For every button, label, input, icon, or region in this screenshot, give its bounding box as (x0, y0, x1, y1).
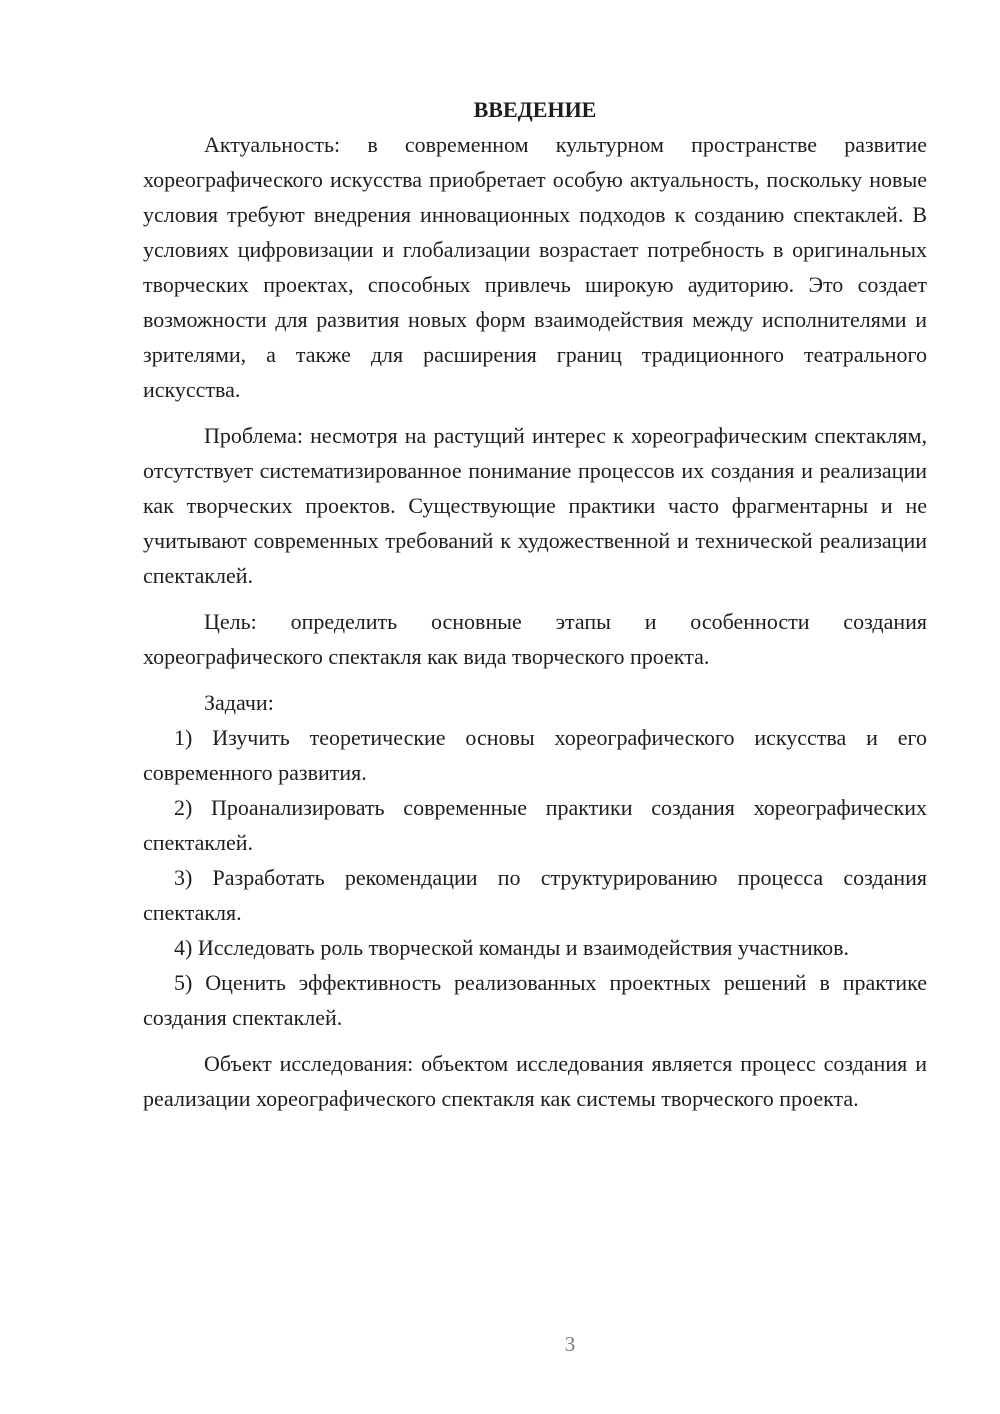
paragraph-object: Объект исследования: объектом исследования является процесс создания и реализации хореографического спектакля как системы творческого проекта. (143, 1051, 927, 1111)
section-heading: ВВЕДЕНИЕ (473, 97, 597, 122)
paragraph-goal: Цель: определить основные этапы и особенности создания хореографического спектакля как вида творческого проекта. (143, 609, 927, 669)
task-item-1: 1) Изучить теоретические основы хореографического искусства и его современного развития. (143, 725, 927, 785)
task-item-5: 5) Оценить эффективность реализованных проектных решений в практике создания спектаклей. (143, 970, 927, 1030)
paragraph-tasks-label: Задачи: (204, 690, 274, 715)
task-item-2: 2) Проанализировать современные практики создания хореографических спектаклей. (143, 795, 927, 855)
page-number: 3 (564, 1332, 576, 1356)
paragraph-relevance: Актуальность: в современном культурном пространстве развитие хореографического искусства приобретает особую актуальность, поскольку новые условия требуют внедрения инновационных подходов к созданию спектаклей. В условиях цифровизации и глобализации возрастает потребность в оригинальных творческих проектах, способных привлечь широкую аудиторию. Это создает возможности для развития новых форм взаимодействия между исполнителями и зрителями, а также для расширения границ традиционного театрального искусства. (143, 132, 927, 402)
task-item-3: 3) Разработать рекомендации по структурированию процесса создания спектакля. (143, 865, 927, 925)
task-item-4: 4) Исследовать роль творческой команды и взаимодействия участников. (174, 935, 850, 960)
paragraph-problem: Проблема: несмотря на растущий интерес к хореографическим спектаклям, отсутствует систематизированное понимание процессов их создания и реализации как творческих проектов. Существующие практики часто фрагментарны и не учитывают современных требований к художественной и технической реализации спектаклей. (143, 423, 927, 588)
page-content (143, 92, 927, 1116)
